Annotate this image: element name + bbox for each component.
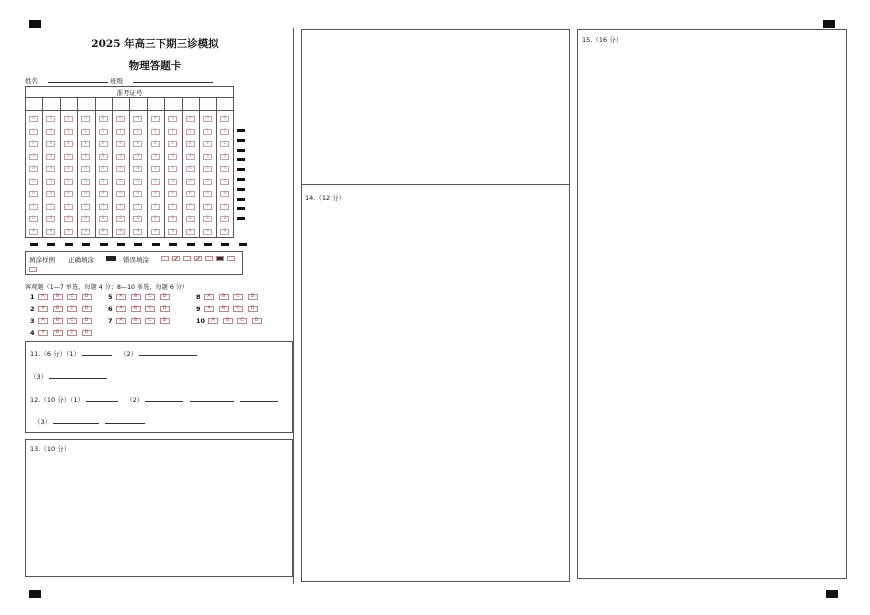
digit-bubble[interactable]: 5 [116,179,125,185]
digit-bubble[interactable]: 6 [151,191,160,197]
digit-bubble[interactable]: 0 [64,116,73,122]
grid-column-line [42,97,43,238]
option-bubble-d[interactable]: D [252,318,262,324]
digit-bubble[interactable]: 7 [81,204,90,210]
digit-bubble[interactable]: 6 [116,191,125,197]
digit-bubble[interactable]: 7 [220,204,229,210]
digit-bubble[interactable]: 6 [168,191,177,197]
exam-title: 2025 年高三下期三诊模拟 [91,38,219,50]
digit-bubble[interactable]: 5 [81,179,90,185]
correct-fill-sample [106,256,116,261]
digit-bubble[interactable]: 9 [29,229,38,235]
digit-bubble[interactable]: 3 [64,154,73,160]
grid-column-line [147,97,148,238]
digit-bubble[interactable]: 6 [81,191,90,197]
q13-answer-box[interactable] [25,439,293,577]
digit-bubble[interactable]: 0 [186,116,195,122]
digit-bubble[interactable]: 8 [186,216,195,222]
digit-bubble[interactable]: 6 [220,191,229,197]
digit-bubble[interactable]: 8 [133,216,142,222]
digit-bubble[interactable]: 4 [81,166,90,172]
digit-bubble[interactable]: 7 [29,204,38,210]
digit-bubble[interactable]: 5 [64,179,73,185]
class-field[interactable] [110,76,213,85]
digit-bubble[interactable]: 1 [203,129,212,135]
option-bubble-b[interactable]: B [53,318,63,324]
option-bubble-a[interactable]: A [116,306,126,312]
digit-bubble[interactable]: 5 [203,179,212,185]
digit-bubble[interactable]: 8 [81,216,90,222]
option-bubble-b[interactable]: B [219,306,229,312]
digit-bubble[interactable]: 3 [81,154,90,160]
option-bubble-c[interactable]: C [67,294,77,300]
option-bubble-d[interactable]: D [82,294,92,300]
option-bubble-a[interactable]: A [38,318,48,324]
digit-bubble[interactable]: 5 [151,179,160,185]
digit-bubble[interactable]: 2 [220,141,229,147]
digit-bubble[interactable]: 2 [64,141,73,147]
wrong-fill-sample [194,256,202,261]
digit-bubble[interactable]: 9 [116,229,125,235]
digit-bubble[interactable]: 8 [203,216,212,222]
q11-part1 [30,349,197,358]
wrong-fill-sample [205,256,213,261]
timing-mark [237,207,245,210]
alignment-mark-bottom-right [826,590,838,598]
digit-bubble[interactable]: 0 [29,116,38,122]
digit-bubble[interactable]: 0 [220,116,229,122]
timing-mark [30,243,38,246]
option-bubble-c[interactable]: C [233,306,243,312]
option-bubble-d[interactable]: D [160,294,170,300]
digit-bubble[interactable]: 1 [99,129,108,135]
question-number: 5 [108,293,113,301]
digit-bubble[interactable]: 7 [99,204,108,210]
digit-bubble[interactable]: 3 [99,154,108,160]
grid-column-line [129,97,130,238]
q12-label: 12.（10 分）（1） [30,396,85,404]
option-bubble-c[interactable]: C [67,306,77,312]
question-number: 7 [108,317,113,325]
timing-mark [204,243,212,246]
digit-bubble[interactable]: 9 [186,229,195,235]
option-bubble-d[interactable]: D [160,306,170,312]
q12-part3-label: （3） [34,418,52,426]
digit-bubble[interactable]: 2 [81,141,90,147]
answer-line[interactable] [82,349,112,356]
option-bubble-b[interactable]: B [53,294,63,300]
timing-mark [221,243,229,246]
digit-bubble[interactable]: 1 [168,129,177,135]
option-bubble-d[interactable]: D [248,294,258,300]
digit-bubble[interactable]: 2 [151,141,160,147]
digit-bubble[interactable]: 0 [81,116,90,122]
wrong-fill-sample [172,256,180,261]
digit-bubble[interactable]: 1 [64,129,73,135]
digit-bubble[interactable]: 8 [29,216,38,222]
digit-bubble[interactable]: 9 [168,229,177,235]
digit-bubble[interactable]: 9 [64,229,73,235]
timing-mark [237,188,245,191]
wrong-fill-sample [183,256,191,261]
option-bubble-a[interactable]: A [116,318,126,324]
digit-bubble[interactable]: 3 [29,154,38,160]
digit-bubble[interactable]: 0 [203,116,212,122]
option-bubble-c[interactable]: C [237,318,247,324]
digit-bubble[interactable]: 1 [151,129,160,135]
column-divider [293,28,294,584]
timing-mark [117,243,125,246]
digit-bubble[interactable]: 4 [46,166,55,172]
question-number: 10 [196,317,206,325]
digit-bubble[interactable]: 5 [99,179,108,185]
question-number: 8 [196,293,201,301]
digit-bubble[interactable]: 1 [116,129,125,135]
exam-number-label: 准考证号 [116,89,143,97]
grid-column-line [182,97,183,238]
q13-label: 13.（10 分） [30,445,71,453]
digit-bubble[interactable]: 5 [186,179,195,185]
grid-column-line [164,97,165,238]
timing-mark [152,243,160,246]
option-bubble-c[interactable]: C [233,294,243,300]
option-bubble-c[interactable]: C [145,294,155,300]
option-bubble-d[interactable]: D [82,318,92,324]
option-bubble-a[interactable]: A [116,294,126,300]
option-bubble-a[interactable]: A [38,330,48,336]
answer-sheet-title: 物理答题卡 [128,60,182,72]
answer-line[interactable] [240,395,278,402]
digit-bubble[interactable]: 4 [133,166,142,172]
timing-mark [237,178,245,181]
digit-bubble[interactable]: 4 [186,166,195,172]
q11-label: 11.（6 分）（1） [30,350,80,358]
digit-bubble[interactable]: 7 [64,204,73,210]
timing-mark [237,129,245,132]
timing-mark [237,149,245,152]
alignment-mark-top-right [823,20,835,28]
option-bubble-a[interactable]: A [204,306,214,312]
digit-bubble[interactable]: 4 [203,166,212,172]
digit-bubble[interactable]: 8 [168,216,177,222]
digit-bubble[interactable]: 3 [168,154,177,160]
digit-bubble[interactable]: 3 [220,154,229,160]
wrong-fill-sample [29,267,37,272]
option-bubble-a[interactable]: A [38,294,48,300]
digit-bubble[interactable]: 7 [116,204,125,210]
grid-column-line [216,97,217,238]
class-label: 班级 [110,77,123,85]
timing-mark [134,243,142,246]
option-bubble-b[interactable]: B [131,318,141,324]
option-bubble-a[interactable]: A [38,306,48,312]
option-bubble-a[interactable]: A [208,318,218,324]
timing-mark [65,243,73,246]
digit-bubble[interactable]: 4 [168,166,177,172]
digit-bubble[interactable]: 6 [29,191,38,197]
digit-bubble[interactable]: 2 [133,141,142,147]
digit-bubble[interactable]: 2 [99,141,108,147]
q11-part3 [30,372,107,381]
q12-part2-label: （2） [126,396,144,404]
digit-bubble[interactable]: 6 [186,191,195,197]
grid-column-line [199,97,200,238]
q12-part3 [34,417,145,426]
option-bubble-c[interactable]: C [67,318,77,324]
digit-bubble[interactable]: 6 [133,191,142,197]
digit-bubble[interactable]: 7 [203,204,212,210]
digit-bubble[interactable]: 2 [168,141,177,147]
digit-bubble[interactable]: 9 [133,229,142,235]
digit-bubble[interactable]: 6 [99,191,108,197]
q15-answer-box[interactable] [577,29,847,579]
wrong-fill-sample [161,256,169,261]
grid-column-line [77,97,78,238]
digit-bubble[interactable]: 4 [116,166,125,172]
wrong-fill-sample [227,256,235,261]
digit-bubble[interactable]: 8 [99,216,108,222]
digit-bubble[interactable]: 4 [220,166,229,172]
q12-continued-box[interactable] [301,29,570,185]
question-number: 9 [196,305,201,313]
fill-example-label: 填涂样例 [29,256,55,264]
digit-bubble[interactable]: 9 [203,229,212,235]
timing-mark [237,217,245,220]
digit-bubble[interactable]: 4 [64,166,73,172]
digit-bubble[interactable]: 0 [46,116,55,122]
answer-line[interactable] [145,395,183,402]
timing-mark [237,168,245,171]
digit-bubble[interactable]: 5 [133,179,142,185]
option-bubble-b[interactable]: B [131,306,141,312]
digit-bubble[interactable]: 7 [151,204,160,210]
timing-mark [187,243,195,246]
answer-line[interactable] [105,417,145,424]
digit-bubble[interactable]: 8 [116,216,125,222]
option-bubble-a[interactable]: A [204,294,214,300]
grid-column-line [60,97,61,238]
grid-column-line [112,97,113,238]
timing-mark [239,243,247,246]
digit-bubble[interactable]: 3 [151,154,160,160]
timing-mark [82,243,90,246]
timing-mark [237,158,245,161]
name-line [48,76,108,83]
digit-bubble[interactable]: 1 [81,129,90,135]
digit-bubble[interactable]: 6 [203,191,212,197]
timing-mark [100,243,108,246]
digit-bubble[interactable]: 0 [168,116,177,122]
answer-line[interactable] [139,349,197,356]
digit-bubble[interactable]: 7 [168,204,177,210]
answer-line[interactable] [49,372,107,379]
digit-bubble[interactable]: 3 [46,154,55,160]
name-label: 姓名 [25,77,38,85]
digit-bubble[interactable]: 0 [116,116,125,122]
digit-bubble[interactable]: 9 [46,229,55,235]
digit-bubble[interactable]: 5 [46,179,55,185]
q11-part2-label: （2） [120,350,138,358]
digit-bubble[interactable]: 3 [133,154,142,160]
digit-bubble[interactable]: 9 [81,229,90,235]
wrong-fill-sample [216,256,224,261]
option-bubble-c[interactable]: C [145,318,155,324]
option-bubble-d[interactable]: D [82,330,92,336]
digit-bubble[interactable]: 0 [99,116,108,122]
option-bubble-d[interactable]: D [248,306,258,312]
digit-bubble[interactable]: 7 [46,204,55,210]
wrong-fill-label: 错误填涂 [123,256,149,264]
timing-mark [237,139,245,142]
digit-bubble[interactable]: 8 [220,216,229,222]
digit-bubble[interactable]: 1 [220,129,229,135]
digit-bubble[interactable]: 6 [46,191,55,197]
question-number: 6 [108,305,113,313]
question-number: 1 [30,293,35,301]
digit-bubble[interactable]: 8 [151,216,160,222]
option-bubble-d[interactable]: D [82,306,92,312]
name-field[interactable] [25,76,108,85]
alignment-mark-top-left [29,20,41,28]
answer-line[interactable] [53,417,99,424]
option-bubble-b[interactable]: B [53,306,63,312]
digit-bubble[interactable]: 8 [46,216,55,222]
digit-bubble[interactable]: 8 [64,216,73,222]
option-bubble-d[interactable]: D [160,318,170,324]
answer-line[interactable] [86,395,118,402]
option-bubble-b[interactable]: B [131,294,141,300]
question-number: 3 [30,317,35,325]
digit-bubble[interactable]: 2 [116,141,125,147]
grid-column-line [95,97,96,238]
option-bubble-b[interactable]: B [53,330,63,336]
digit-bubble[interactable]: 0 [133,116,142,122]
timing-mark [47,243,55,246]
class-line [133,76,213,83]
digit-bubble[interactable]: 7 [133,204,142,210]
answer-line[interactable] [190,395,234,402]
digit-bubble[interactable]: 1 [46,129,55,135]
digit-bubble[interactable]: 2 [46,141,55,147]
alignment-mark-bottom-left [29,590,41,598]
timing-mark [237,198,245,201]
q15-label: 15.（16 分） [582,36,623,44]
digit-bubble[interactable]: 4 [29,166,38,172]
timing-mark [169,243,177,246]
digit-bubble[interactable]: 7 [186,204,195,210]
digit-bubble[interactable]: 5 [220,179,229,185]
digit-bubble[interactable]: 2 [203,141,212,147]
option-bubble-b[interactable]: B [223,318,233,324]
digit-bubble[interactable]: 3 [186,154,195,160]
question-number: 2 [30,305,35,313]
q11-part3-label: （3） [30,373,48,381]
digit-bubble[interactable]: 9 [220,229,229,235]
digit-bubble[interactable]: 3 [116,154,125,160]
digit-bubble[interactable]: 2 [29,141,38,147]
digit-bubble[interactable]: 4 [99,166,108,172]
option-bubble-c[interactable]: C [67,330,77,336]
q14-label: 14.（12 分） [305,194,346,202]
digit-bubble[interactable]: 3 [203,154,212,160]
digit-bubble[interactable]: 2 [186,141,195,147]
digit-bubble[interactable]: 5 [29,179,38,185]
digit-bubble[interactable]: 4 [151,166,160,172]
digit-bubble[interactable]: 9 [151,229,160,235]
option-bubble-c[interactable]: C [145,306,155,312]
q14-answer-box[interactable] [301,184,570,582]
correct-fill-label: 正确填涂 [68,256,94,264]
question-number: 4 [30,329,35,337]
digit-bubble[interactable]: 6 [64,191,73,197]
digit-bubble[interactable]: 0 [151,116,160,122]
objective-heading: 客观题（1—7 单选，每题 4 分；8—10 多选，每题 6 分） [25,284,189,291]
digit-bubble[interactable]: 1 [133,129,142,135]
q12-part1 [30,395,278,404]
digit-bubble[interactable]: 1 [186,129,195,135]
option-bubble-b[interactable]: B [219,294,229,300]
digit-bubble[interactable]: 5 [168,179,177,185]
digit-bubble[interactable]: 1 [29,129,38,135]
digit-bubble[interactable]: 9 [99,229,108,235]
